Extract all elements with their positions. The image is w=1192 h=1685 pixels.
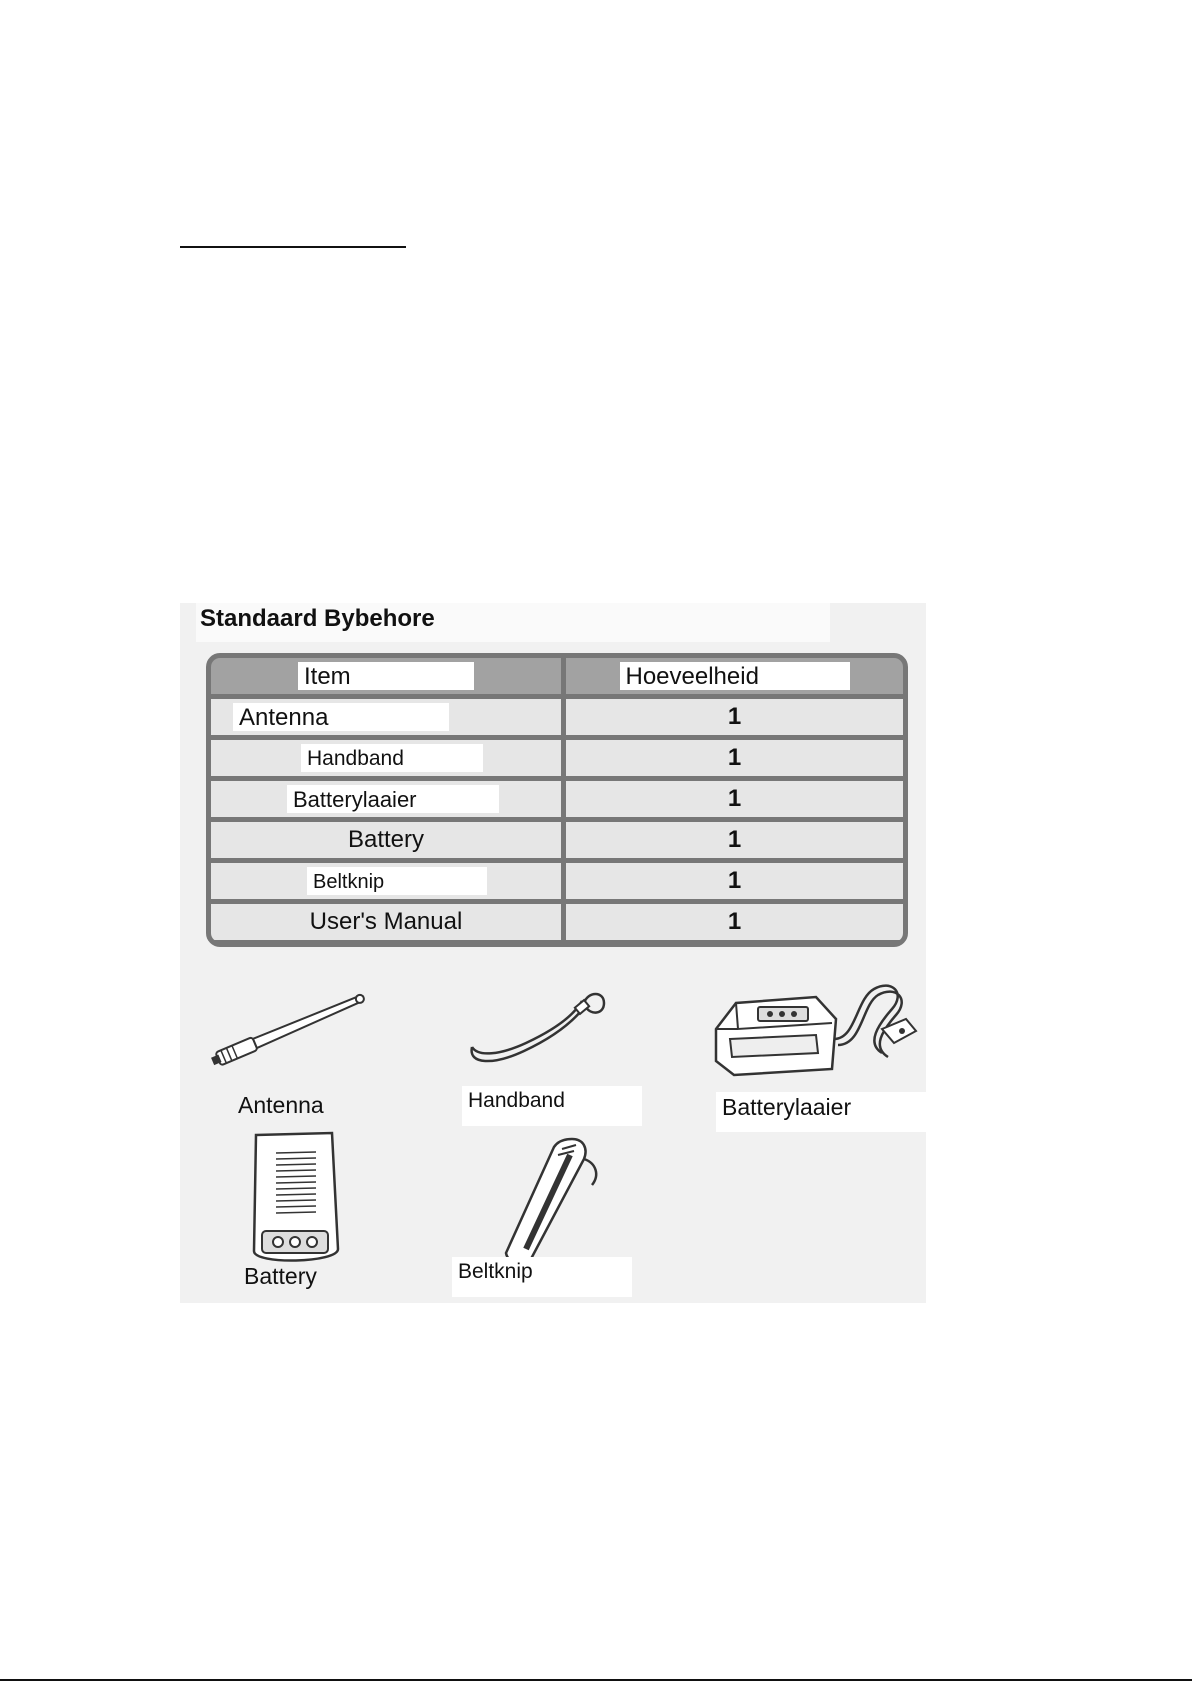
battery-charger-icon xyxy=(706,969,926,1085)
quantity-cell: 1 xyxy=(566,781,903,817)
antenna-caption: Antenna xyxy=(238,1092,324,1118)
item-label: Handband xyxy=(301,744,483,772)
table-header-row xyxy=(211,658,903,694)
top-rule xyxy=(180,246,406,248)
table-row xyxy=(211,863,903,899)
accessories-table xyxy=(206,653,908,947)
belt-clip-caption: Beltknip xyxy=(452,1257,632,1297)
item-cell xyxy=(211,904,561,940)
battery-caption: Battery xyxy=(244,1263,317,1289)
quantity-cell: 1 xyxy=(566,699,903,735)
item-cell xyxy=(211,740,561,776)
table-row xyxy=(211,699,903,735)
panel-title: Standaard Bybehore xyxy=(196,603,830,642)
header-item-cell xyxy=(211,658,561,694)
item-label: Beltknip xyxy=(307,867,487,895)
item-cell xyxy=(211,781,561,817)
header-item-label: Item xyxy=(298,662,474,690)
accessories-panel xyxy=(180,603,926,1303)
quantity-cell: 1 xyxy=(566,740,903,776)
quantity-cell: 1 xyxy=(566,904,903,940)
item-label: Antenna xyxy=(233,703,449,731)
battery-icon xyxy=(240,1129,350,1273)
table-row xyxy=(211,781,903,817)
item-label: Batterylaaier xyxy=(287,785,499,813)
item-cell xyxy=(211,863,561,899)
antenna-icon xyxy=(204,989,374,1069)
item-cell xyxy=(211,699,561,735)
header-quantity-cell xyxy=(566,658,903,694)
item-label: Battery xyxy=(347,826,425,853)
table-row xyxy=(211,904,903,940)
item-cell xyxy=(211,822,561,858)
quantity-cell: 1 xyxy=(566,863,903,899)
quantity-cell: 1 xyxy=(566,822,903,858)
belt-clip-icon xyxy=(492,1133,612,1269)
handband-caption: Handband xyxy=(462,1086,642,1126)
table-row xyxy=(211,740,903,776)
table-row xyxy=(211,822,903,858)
header-quantity-label: Hoeveelheid xyxy=(620,662,850,690)
bottom-rule xyxy=(0,1679,1192,1681)
handband-icon xyxy=(464,985,614,1071)
battery-charger-caption: Batterylaaier xyxy=(716,1092,926,1132)
item-label: User's Manual xyxy=(309,908,463,935)
